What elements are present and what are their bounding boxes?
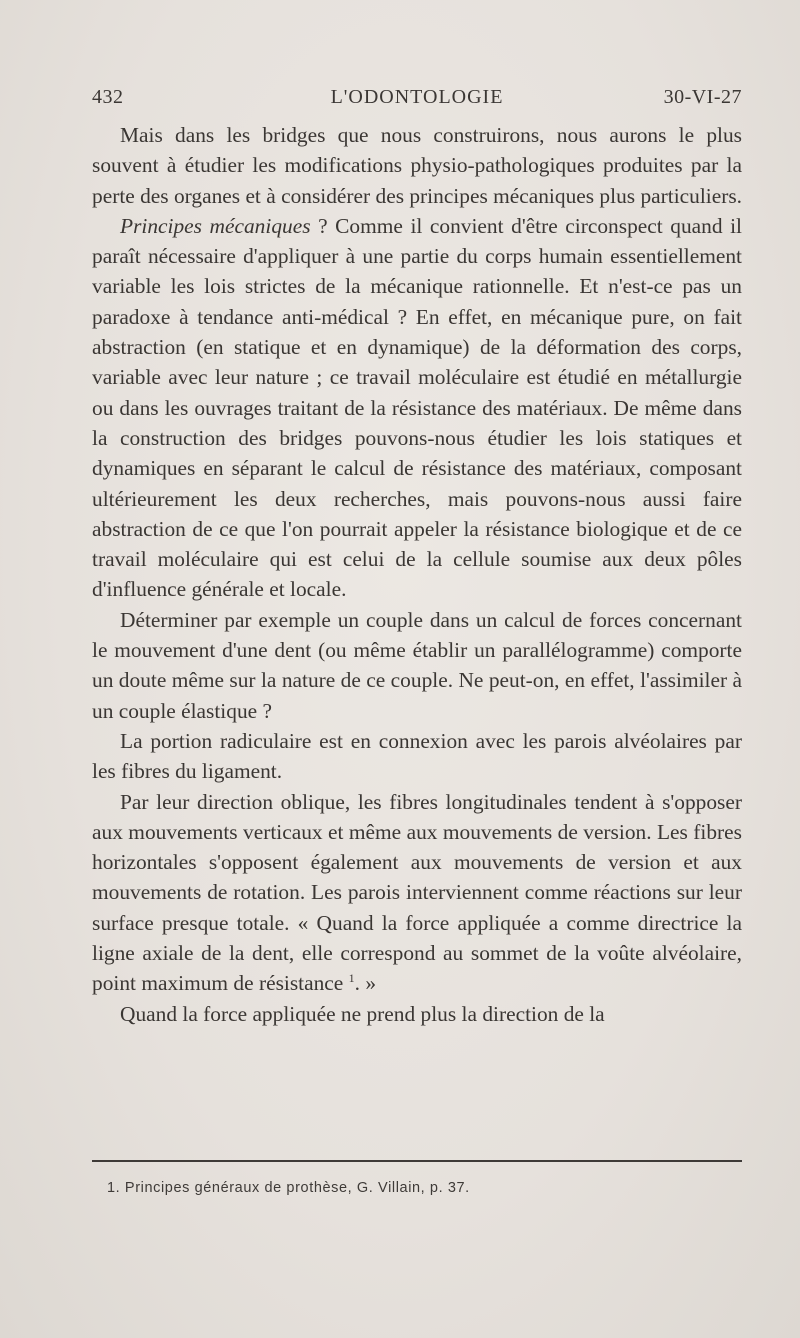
paragraph-5-text: Par leur direction oblique, les fibres longitudinales tendent à s'opposer aux mouvements verticaux et même aux mouvements de version. Les fibres horizontales s'opposent également aux mouvements de version et aux mouvements de rotation. Les parois interviennent comme réactions sur leur surface presque totale. « Quand la force appliquée a comme directrice la ligne axiale de la dent, elle correspond au sommet de la voûte alvéolaire, point maximum de résistance — [92, 789, 742, 996]
paragraph-1: Mais dans les bridges que nous construirons, nous aurons le plus souvent à étudier les modifications physio-pathologiques produites par la perte des organes et à considérer des principes mécaniques plus particuliers. — [92, 123, 743, 208]
paragraph-5 — [92, 787, 742, 999]
paragraph-2-text: ? Comme il convient d'être circonspect quand il paraît nécessaire d'appliquer à une partie du corps humain essentiellement variable les lois strictes de la mécanique rationnelle. Et n'est-ce pas un paradoxe à tendance anti-médical ? En effet, en mécanique pure, on fait abstraction (en statique et en dynamique) de la déformation des corps, variable avec leur nature ; ce travail moléculaire est étudié en métallurgie ou dans les ouvrages traitant de la résistance des matériaux. De même dans la construction des bridges pouvons-nous étudier les lois statiques et dynamiques en séparant le calcul de résistance des matériaux, composant ultérieurement les deux recherches, mais pouvons-nous aussi faire abstraction de ce que l'on pourrait appeler la résistance biologique et de ce travail moléculaire qui est celui de la cellule soumise aux deux pôles d'influence générale et locale. — [92, 213, 742, 602]
paragraph-3: Déterminer par exemple un couple dans un calcul de forces concernant le mouvement d'une dent (ou même établir un parallélogramme) comporte un doute même sur la nature de ce couple. Ne peut-on, en effet, l'assimiler à un couple élastique ? — [92, 607, 742, 723]
footnote-rule — [92, 1160, 742, 1162]
journal-title: L'ODONTOLOGIE — [330, 86, 504, 108]
footnote: 1. Principes généraux de prothèse, G. Villain, p. 37. — [107, 1180, 470, 1196]
footnote-reference: 1 — [348, 971, 355, 986]
paragraph-5-end: . » — [354, 971, 377, 996]
article-body — [92, 120, 742, 1029]
paragraph-4: La portion radiculaire est en connexion avec les parois alvéolaires par les fibres du ligament. — [92, 728, 742, 784]
running-header — [92, 86, 742, 120]
paragraph-2 — [92, 211, 742, 605]
issue-date: 30-VI-27 — [663, 86, 742, 108]
page-number: 432 — [92, 86, 124, 108]
section-heading-italic: Principes mécaniques — [120, 213, 311, 238]
paragraph-6: Quand la force appliquée ne prend plus la direction de la — [120, 1001, 605, 1026]
page — [92, 86, 742, 1029]
